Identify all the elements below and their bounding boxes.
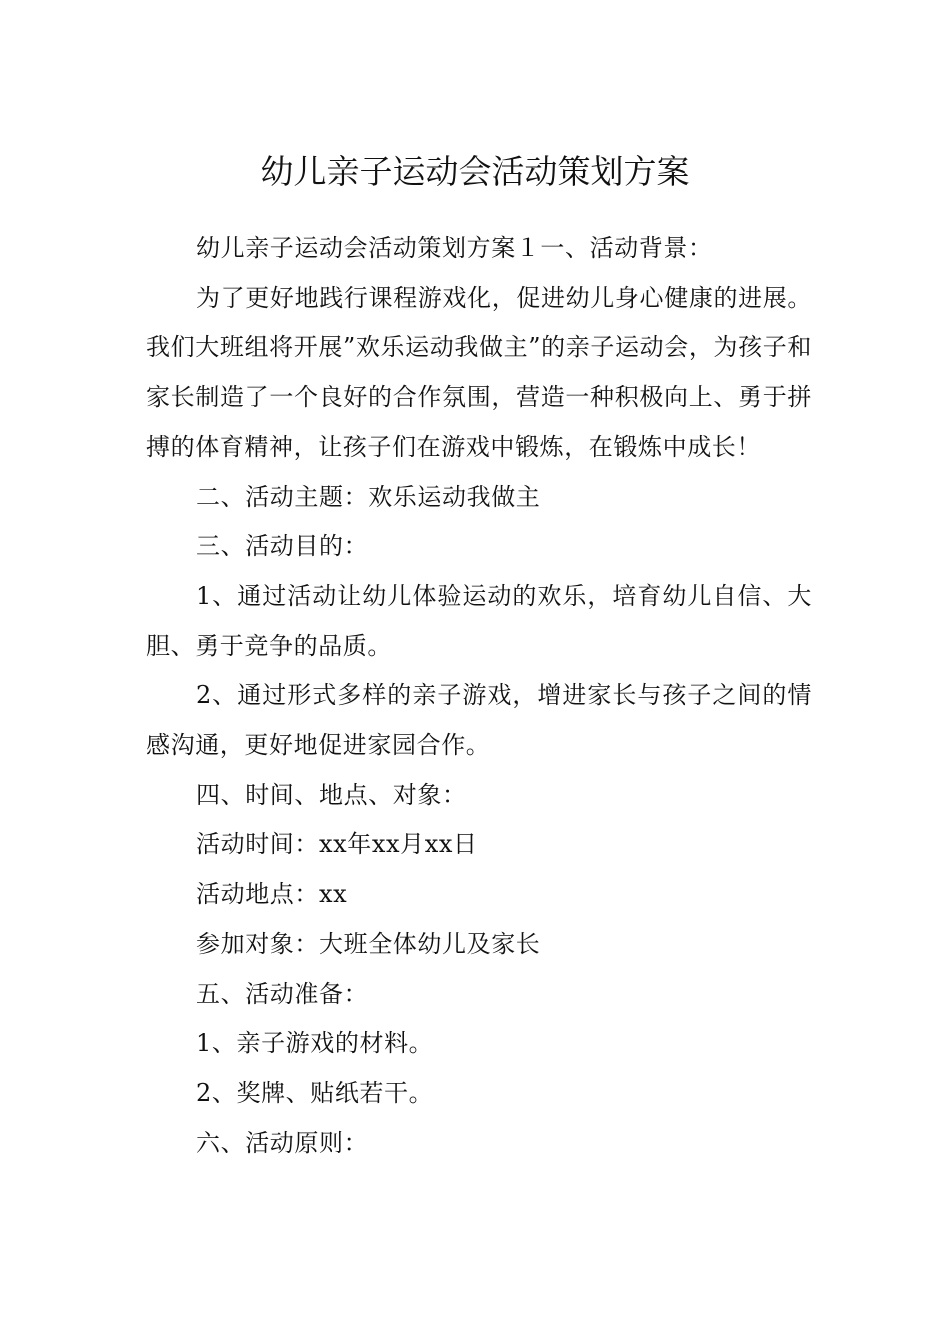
paragraph-purpose-2: 2、通过形式多样的亲子游戏，增进家长与孩子之间的情感沟通，更好地促进家园合作。: [146, 681, 812, 760]
paragraph-purpose-heading: 三、活动目的：: [196, 532, 369, 561]
paragraph-preparation-heading: 五、活动准备：: [196, 979, 369, 1008]
paragraph-participants: 参加对象：大班全体幼儿及家长: [196, 929, 541, 958]
paragraph-activity-time: 活动时间：xx年xx月xx日: [196, 830, 478, 859]
paragraph-background-heading: 幼儿亲子运动会活动策划方案１一、活动背景：: [196, 234, 713, 262]
document-title: 幼儿亲子运动会活动策划方案: [260, 152, 690, 192]
paragraph-time-place-heading: 四、时间、地点、对象：: [196, 780, 467, 809]
document-body: [146, 224, 812, 1168]
paragraph-preparation-1: 1、亲子游戏的材料。: [196, 1029, 434, 1058]
paragraph-preparation-2: 2、奖牌、贴纸若干。: [196, 1078, 434, 1107]
paragraph-principles-heading: 六、活动原则：: [196, 1128, 369, 1157]
paragraph-background-text: 为了更好地践行课程游戏化，促进幼儿身心健康的进展。我们大班组将开展”欢乐运动我做主”的亲子运动会，为孩子和家长制造了一个良好的合作氛围，营造一种积极向上、勇于拼搏的体育精神，让孩子们在游戏中锻炼，在锻炼中成长！: [146, 283, 812, 461]
paragraph-purpose-1: 1、通过活动让幼儿体验运动的欢乐，培育幼儿自信、大胆、勇于竞争的品质。: [146, 581, 812, 660]
paragraph-activity-place: 活动地点：xx: [196, 880, 348, 909]
paragraph-theme: 二、活动主题：欢乐运动我做主: [196, 482, 541, 511]
